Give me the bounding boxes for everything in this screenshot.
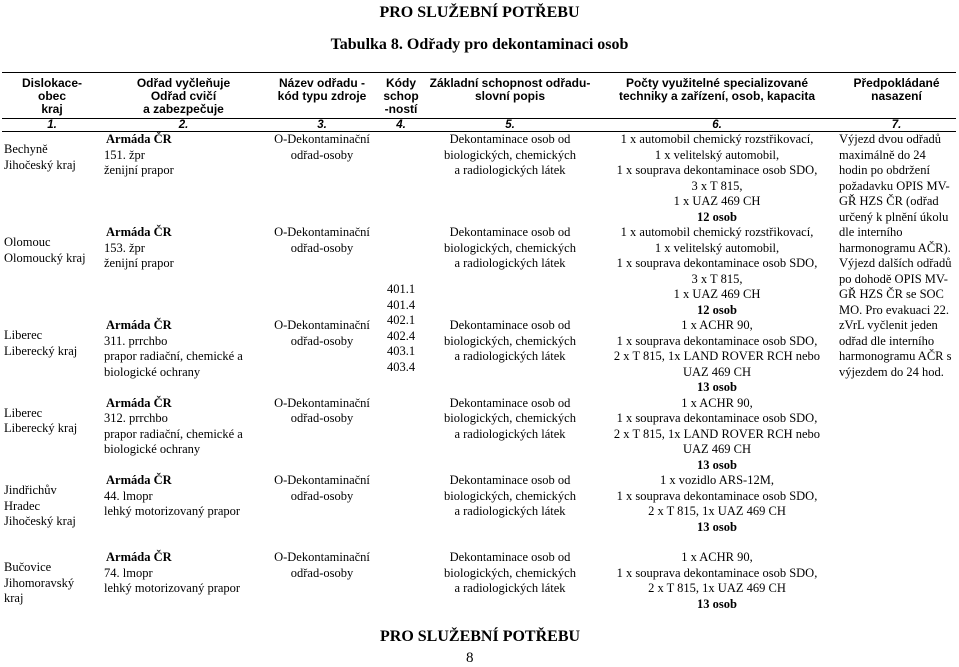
col-number: 5.	[423, 119, 597, 132]
capability-line: Dekontaminace osob od	[449, 132, 571, 146]
page-number: 8	[466, 650, 474, 666]
unit-cell	[102, 396, 265, 474]
location-cell	[2, 550, 102, 612]
equipment-line: 1 x UAZ 469 CH	[673, 287, 761, 301]
location-line: Olomouc	[4, 235, 51, 249]
persons-count: 13 osob	[697, 457, 737, 472]
capability-line: biologických, chemických	[444, 240, 576, 255]
unit-line: lehký motorizovaný prapor	[104, 504, 241, 518]
unit-line: ženijní prapor	[104, 163, 174, 177]
location-line: Liberec	[4, 328, 43, 342]
unit-name-line: O-Dekontaminační	[274, 550, 370, 564]
col-number: 3.	[265, 119, 379, 132]
capability-line: Dekontaminace osob od	[449, 318, 571, 332]
capability-line: a radiologických látek	[454, 256, 566, 270]
location-line: Jihomoravský	[4, 575, 75, 590]
column-number-row	[2, 119, 956, 132]
equipment-line: 1 x souprava dekontaminace osob SDO,	[616, 411, 818, 425]
unit-army: Armáda ČR	[106, 132, 172, 146]
unit-cell	[102, 225, 265, 318]
location-line: Liberec	[4, 405, 43, 420]
unit-name-line: O-Dekontaminační	[274, 473, 370, 487]
capability-cell	[423, 396, 597, 474]
capability-line: Dekontaminace osob od	[449, 550, 571, 564]
capability-line: biologických, chemických	[444, 333, 576, 348]
capability-line: biologických, chemických	[444, 565, 576, 580]
decontamination-units-table	[2, 72, 956, 612]
capability-line: Dekontaminace osob od	[449, 225, 571, 239]
capability-code: 402.4	[386, 328, 416, 343]
unit-name-cell	[265, 225, 379, 318]
equipment-line: 1 x souprava dekontaminace osob SDO,	[616, 256, 818, 270]
capability-line: a radiologických látek	[454, 581, 566, 595]
capability-codes-cell	[379, 132, 423, 613]
col-number: 2.	[102, 119, 265, 132]
equipment-cell	[597, 225, 837, 318]
equipment-line: 1 x ACHR 90,	[681, 395, 753, 410]
unit-army: Armáda ČR	[106, 473, 172, 487]
equipment-cell	[597, 473, 837, 550]
equipment-line: 1 x souprava dekontaminace osob SDO,	[616, 565, 818, 580]
equipment-line: 1 x automobil chemický rozstřikovací,	[620, 225, 814, 239]
location-line: kraj	[4, 591, 24, 605]
location-line: Bechyně	[4, 142, 48, 156]
location-cell	[2, 473, 102, 550]
unit-line: 151. žpr	[104, 147, 145, 162]
unit-name-line: O-Dekontaminační	[274, 132, 370, 146]
equipment-cell	[597, 132, 837, 226]
unit-name-cell	[265, 318, 379, 396]
equipment-line: 1 x vozidlo ARS-12M,	[660, 473, 774, 487]
unit-line: prapor radiační, chemické a	[104, 426, 243, 441]
table-title: Tabulka 8. Odřady pro dekontaminaci osob	[330, 36, 629, 53]
classification-footer: PRO SLUŽEBNÍ POTŘEBU	[380, 628, 581, 645]
unit-cell	[102, 550, 265, 612]
equipment-line: 1 x ACHR 90,	[681, 318, 753, 332]
capability-line: a radiologických látek	[454, 163, 566, 177]
equipment-line: 1 x UAZ 469 CH	[673, 194, 761, 208]
equipment-line: 2 x T 815, 1x LAND ROVER RCH nebo	[613, 349, 821, 363]
persons-count: 13 osob	[697, 380, 737, 394]
unit-name-line: O-Dekontaminační	[274, 318, 370, 332]
unit-line: ženijní prapor	[104, 256, 174, 270]
persons-count: 13 osob	[697, 519, 737, 534]
col-number: 7.	[837, 119, 956, 132]
location-line: Liberecký kraj	[4, 343, 78, 358]
col-header-location: Dislokace- obec kraj	[2, 73, 102, 119]
location-line: Jihočeský kraj	[4, 157, 76, 172]
col-number: 6.	[597, 119, 837, 132]
capability-cell	[423, 318, 597, 396]
equipment-cell	[597, 318, 837, 396]
table-header-row	[2, 73, 956, 119]
unit-name-line: odřad-osoby	[290, 147, 354, 162]
unit-line: 311. prrchbo	[104, 333, 168, 348]
unit-name-line: odřad-osoby	[290, 565, 354, 580]
table-row	[2, 473, 956, 550]
persons-count: 13 osob	[697, 596, 737, 611]
table-row	[2, 550, 956, 612]
capability-code: 401.1	[386, 282, 416, 296]
unit-cell	[102, 318, 265, 396]
capability-line: Dekontaminace osob od	[449, 395, 571, 410]
location-line: Liberecký kraj	[4, 421, 78, 435]
location-line: Hradec	[4, 498, 41, 513]
unit-army: Armáda ČR	[106, 318, 172, 332]
deployment-note: Výjezd dvou odřadů maximálně do 24 hodin po obdržení požadavku OPIS MV-GŘ HZS ČR (odřad určený k plnění úkolu dle interního harmonogramu AČR). Výjezd dalších odřadů po dohodě OPIS MV-GŘ HZS ČR se SOC MO. Pro evakuaci 22. zVrL vyčlenit jeden odřad dle interního harmonogramu AČR s výjezdem do 24 hod.	[839, 132, 952, 379]
equipment-line: 1 x souprava dekontaminace osob SDO,	[616, 163, 818, 177]
unit-name-cell	[265, 132, 379, 226]
equipment-line: 1 x velitelský automobil,	[654, 147, 780, 162]
capability-code: 403.4	[386, 359, 416, 374]
equipment-line: 1 x souprava dekontaminace osob SDO,	[616, 333, 818, 348]
unit-line: 153. žpr	[104, 240, 145, 255]
equipment-line: 3 x T 815,	[691, 271, 743, 286]
unit-name-cell	[265, 473, 379, 550]
location-cell	[2, 396, 102, 474]
classification-header: PRO SLUŽEBNÍ POTŘEBU	[379, 4, 580, 21]
capability-line: a radiologických látek	[454, 349, 566, 363]
capability-line: biologických, chemických	[444, 411, 576, 425]
col-header-equipment: Počty využitelné specializované techniky a zařízení, osob, kapacita	[597, 73, 837, 119]
equipment-line: UAZ 469 CH	[682, 442, 752, 456]
unit-army: Armáda ČR	[106, 550, 172, 564]
persons-count: 12 osob	[697, 302, 737, 317]
capability-cell	[423, 132, 597, 226]
unit-line: biologické ochrany	[104, 364, 201, 379]
unit-line: prapor radiační, chemické a	[104, 349, 243, 363]
unit-name-line: odřad-osoby	[290, 240, 354, 255]
capability-line: biologických, chemických	[444, 488, 576, 503]
unit-name-line: odřad-osoby	[290, 488, 354, 503]
capability-cell	[423, 225, 597, 318]
capability-line: Dekontaminace osob od	[449, 473, 571, 487]
col-header-capability: Základní schopnost odřadu- slovní popis	[423, 73, 597, 119]
equipment-line: 2 x T 815, 1x UAZ 469 CH	[648, 504, 786, 518]
table-body	[2, 132, 956, 613]
equipment-line: 1 x ACHR 90,	[681, 550, 753, 564]
unit-cell	[102, 473, 265, 550]
unit-line: 44. lmopr	[104, 488, 153, 503]
col-header-name: Název odřadu - kód typu zdroje	[265, 73, 379, 119]
equipment-line: UAZ 469 CH	[682, 364, 752, 379]
location-line: Olomoucký kraj	[4, 250, 86, 265]
capability-code: 401.4	[386, 297, 416, 312]
col-number: 4.	[379, 119, 423, 132]
location-cell	[2, 132, 102, 226]
unit-name-line: O-Dekontaminační	[274, 225, 370, 239]
capability-line: biologických, chemických	[444, 147, 576, 162]
unit-name-cell	[265, 550, 379, 612]
deployment-note-cell	[837, 132, 956, 613]
unit-army: Armáda ČR	[106, 225, 172, 239]
unit-name-cell	[265, 396, 379, 474]
capability-cell	[423, 550, 597, 612]
persons-count: 12 osob	[697, 209, 737, 224]
unit-line: biologické ochrany	[104, 442, 201, 456]
unit-cell	[102, 132, 265, 226]
capability-cell	[423, 473, 597, 550]
col-number: 1.	[2, 119, 102, 132]
equipment-line: 3 x T 815,	[691, 178, 743, 193]
equipment-cell	[597, 396, 837, 474]
equipment-line: 1 x souprava dekontaminace osob SDO,	[616, 488, 818, 503]
capability-line: a radiologických látek	[454, 504, 566, 518]
col-header-codes: Kódy schop -ností	[379, 73, 423, 119]
location-line: Jihočeský kraj	[4, 514, 76, 528]
equipment-line: 2 x T 815, 1x LAND ROVER RCH nebo	[613, 426, 821, 441]
location-cell	[2, 225, 102, 318]
col-header-unit: Odřad vyčleňuje Odřad cvičí a zabezpečuje	[102, 73, 265, 119]
unit-name-line: odřad-osoby	[290, 411, 354, 425]
equipment-line: 1 x automobil chemický rozstřikovací,	[620, 132, 814, 146]
unit-name-line: O-Dekontaminační	[274, 395, 370, 410]
col-header-deployment: Předpokládané nasazení	[837, 73, 956, 119]
table-row	[2, 318, 956, 396]
equipment-line: 1 x velitelský automobil,	[654, 240, 780, 255]
equipment-cell	[597, 550, 837, 612]
table-row	[2, 225, 956, 318]
location-cell	[2, 318, 102, 396]
unit-line: lehký motorizovaný prapor	[104, 581, 241, 595]
unit-line: 312. prrchbo	[104, 411, 168, 425]
location-line: Bučovice	[4, 560, 52, 574]
capability-line: a radiologických látek	[454, 426, 566, 441]
unit-army: Armáda ČR	[106, 395, 172, 410]
table-row	[2, 132, 956, 226]
equipment-line: 2 x T 815, 1x UAZ 469 CH	[648, 581, 786, 595]
unit-name-line: odřad-osoby	[290, 333, 354, 348]
capability-code: 402.1	[386, 313, 416, 327]
location-line: Jindřichův	[4, 483, 57, 497]
unit-line: 74. lmopr	[104, 565, 153, 580]
capability-code: 403.1	[386, 344, 416, 358]
table-row	[2, 396, 956, 474]
